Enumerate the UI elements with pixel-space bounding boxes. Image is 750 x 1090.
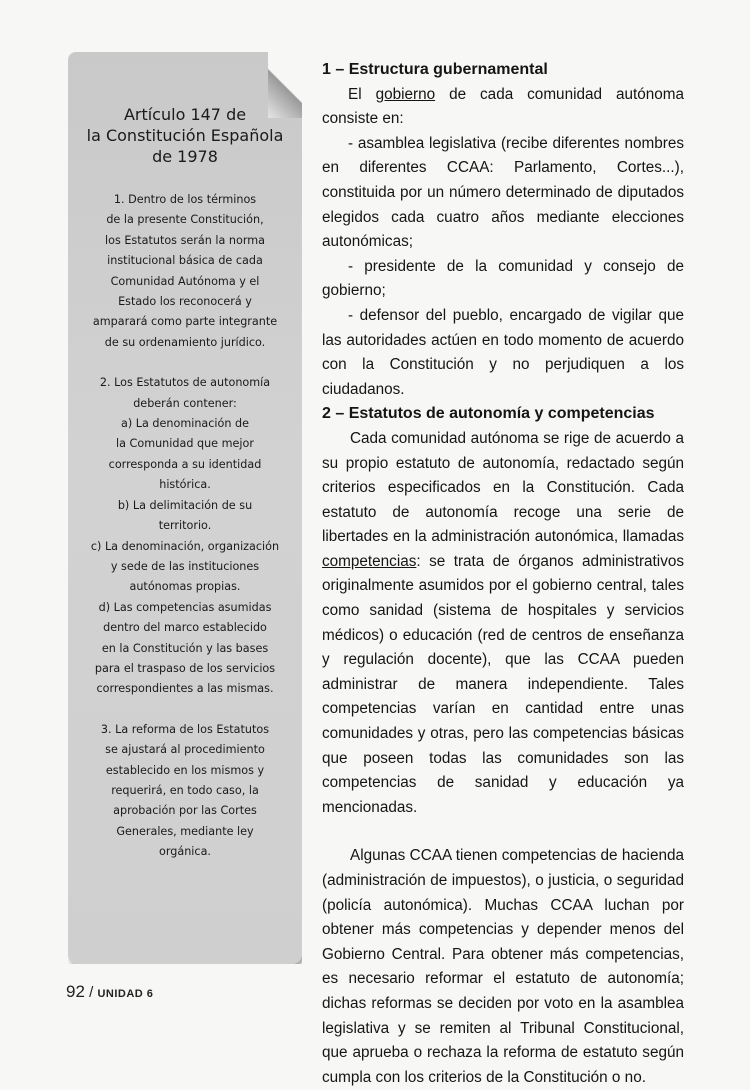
sidebar-title-line: Artículo 147 de <box>123 105 247 124</box>
article-line: autónomas propias. <box>129 580 241 594</box>
article-line: la Comunidad que mejor <box>116 437 254 451</box>
section-1-intro: El gobierno de cada comunidad autónoma consiste en: <box>322 85 684 128</box>
article-line: histórica. <box>159 478 211 492</box>
page-footer <box>66 982 153 1002</box>
section-2-paragraph-2: Algunas CCAA tienen competencias de hacienda (administración de impuestos), o justicia, o seguridad (policía autonómica). Muchas CCAA luchan por obtener más competencias y depender menos del Gobierno Central. Para obtener más competencias, es necesario reformar el estatuto de autonomía; dichas reformas se deciden por voto en la asamblea legislativa y se remiten al Tribunal Constitucional, que aprueba o rechaza la reforma de estatuto según cumpla con los criterios de la Constitución o no. <box>322 847 684 1086</box>
article-line: Generales, mediante ley <box>116 824 254 838</box>
article-line: en la Constitución y las bases <box>101 641 269 655</box>
section-1-item-defensor: - defensor del pueblo, encargado de vigilar que las autoridades actúen en todo momento de acuerdo con la Constitución y no perjudiquen a los ciudadanos. <box>322 306 684 398</box>
article-line: c) La denominación, organización <box>90 539 280 553</box>
article-line: territorio. <box>158 519 212 533</box>
article-line: de la presente Constitución, <box>106 213 264 227</box>
footer-separator: / <box>84 984 98 1001</box>
article-line: corresponda a su identidad <box>108 457 262 471</box>
article-line: 3. La reforma de los Estatutos <box>100 722 270 736</box>
article-line: los Estatutos serán la norma <box>105 233 265 247</box>
article-line: se ajustará al procedimiento <box>105 743 265 757</box>
article-line: establecido en los mismos y <box>105 763 265 777</box>
section-1-heading: 1 – Estructura gubernamental <box>322 61 548 78</box>
article-line: 2. Los Estatutos de autonomía <box>99 376 271 390</box>
article-line: Estado los reconocerá y <box>118 295 252 309</box>
sidebar-title-line: la Constitución Española <box>86 126 284 145</box>
section-1-item-asamblea: - asamblea legislativa (recibe diferentes nombres en diferentes CCAA: Parlamento, Cortes...), constituida por un número determinado de diputados elegidos cada cuatro años mediante elecciones autonómicas; <box>322 134 684 251</box>
article-line: aprobación por las Cortes <box>113 804 257 818</box>
gobierno-term: gobierno <box>375 85 436 103</box>
article-line: institucional básica de cada <box>107 254 263 268</box>
article-line: requerirá, en todo caso, la <box>111 783 259 797</box>
article-line: para el traspaso de los servicios <box>94 661 276 675</box>
sidebar-title-line: de 1978 <box>152 147 218 166</box>
article-line: 1. Dentro de los términos <box>113 193 257 206</box>
article-line: deberán contener: <box>133 396 237 410</box>
article-line: d) Las competencias asumidas <box>98 600 272 614</box>
article-line: de su ordenamiento jurídico. <box>104 335 266 349</box>
section-2-heading: 2 – Estatutos de autonomía y competencias <box>322 405 655 423</box>
article-line: Comunidad Autónoma y el <box>110 274 260 288</box>
unit-label: UNIDAD 6 <box>97 988 154 1000</box>
article-line: a) La denominación de <box>120 417 250 431</box>
article-line: orgánica. <box>159 845 211 859</box>
article-line: amparará como parte integrante <box>92 315 278 329</box>
section-2-paragraph-1: Cada comunidad autónoma se rige de acuerdo a su propio estatuto de autonomía, redactado según criterios especificados en la Constitución. Cada estatuto de autonomía recoge una serie de libertades en la administración autonómica, llamadas competencias: se trata de órganos administrativos originalmente asumidos por el gobierno central, tales como sanidad (sistema de hospitales y servicios médicos) o educación (red de centros de enseñanza y regulación docente), que las CCAA pueden administrar de manera independiente. Tales competencias varían en cantidad entre unas comunidades y otras, pero las competencias básicas que poseen todas las comunidades son las competencias de sanidad y educación ya mencionadas. <box>322 429 684 816</box>
main-content <box>322 58 684 1090</box>
article-line: correspondientes a las mismas. <box>96 682 274 696</box>
sidebar-title <box>68 104 302 167</box>
article-line: b) La delimitación de su <box>117 498 253 512</box>
article-line: dentro del marco establecido <box>103 621 267 635</box>
article-line: y sede de las instituciones <box>110 559 260 573</box>
page-number: 92 <box>66 982 85 1001</box>
competencias-term: competencias <box>322 552 417 570</box>
section-1-item-presidente: - presidente de la comunidad y consejo de gobierno; <box>322 257 684 300</box>
sidebar-article-text <box>76 190 294 863</box>
